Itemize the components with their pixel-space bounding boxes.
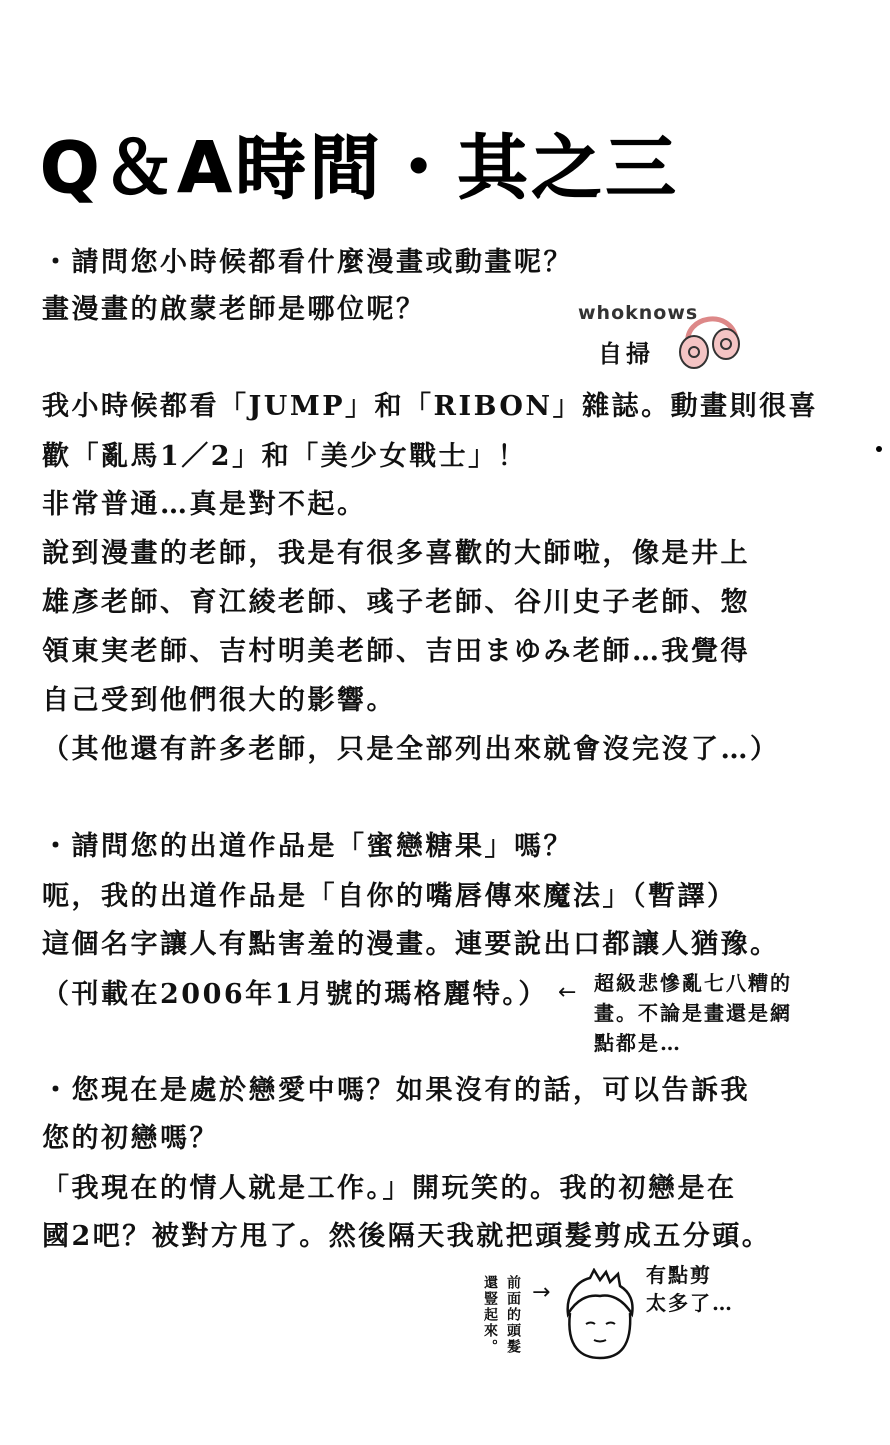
- headphones-icon: [674, 304, 746, 374]
- watermark-text: whoknows: [578, 302, 699, 324]
- speech-line-2: 太多了…: [646, 1291, 734, 1315]
- question-3a: ・您現在是處於戀愛中嗎？如果沒有的話，可以告訴我: [42, 1075, 750, 1106]
- answer-1-line-4: 說到漫畫的老師，我是有很多喜歡的大師啦，像是井上: [42, 538, 750, 569]
- answer-1-line-1: 我小時候都看「JUMP」和「RIBON」雜誌。動畫則很喜: [42, 391, 819, 422]
- side-note-line-3: 點都是…: [594, 1031, 682, 1055]
- answer-2-line-1: 呃，我的出道作品是「自你的嘴唇傳來魔法」（暫譯）: [42, 881, 737, 912]
- answer-1-line-7: 自己受到他們很大的影響。: [42, 685, 396, 716]
- answer-1-line-3: 非常普通…真是對不起。: [42, 489, 367, 520]
- answer-3-line-1: 「我現在的情人就是工作。」開玩笑的。我的初戀是在: [42, 1173, 737, 1204]
- question-3b: 您的初戀嗎？: [42, 1123, 219, 1154]
- arrow-right-icon: →: [532, 1280, 551, 1305]
- answer-1-line-2: 歡「亂馬1／2」和「美少女戰士」！: [42, 441, 528, 472]
- bottom-note-left: 還豎起來。: [482, 1275, 498, 1355]
- watermark-sub: 自掃: [598, 339, 654, 368]
- answer-1-line-8: （其他還有許多老師，只是全部列出來就會沒完沒了…）: [42, 734, 780, 765]
- answer-1-line-5: 雄彥老師、育江綾老師、彧子老師、谷川史子老師、惣: [42, 587, 750, 618]
- answer-3-line-2: 國2吧？被對方甩了。然後隔天我就把頭髮剪成五分頭。: [42, 1221, 772, 1252]
- question-1b: 畫漫畫的啟蒙老師是哪位呢？: [42, 294, 426, 325]
- answer-1-line-6: 領東実老師、吉村明美老師、吉田まゆみ老師…我覺得: [42, 636, 750, 667]
- question-2: ・請問您的出道作品是「蜜戀糖果」嗎？: [42, 831, 573, 862]
- answer-2-line-3: （刊載在2006年1月號的瑪格麗特。）: [42, 979, 548, 1010]
- side-note-line-1: 超級悲慘亂七八糟的: [594, 971, 792, 995]
- answer-2-line-2: 這個名字讓人有點害羞的漫畫。連要說出口都讓人猶豫。: [42, 929, 780, 960]
- arrow-left-icon: ←: [558, 980, 577, 1005]
- face-doodle-icon: [560, 1268, 640, 1363]
- speech-line-1: 有點剪: [646, 1263, 712, 1287]
- page-title: Q＆A時間・其之三: [40, 127, 680, 209]
- watermark: [578, 302, 699, 368]
- bottom-note-right: 前面的頭髮: [505, 1275, 521, 1355]
- edge-mark: [876, 446, 882, 452]
- question-1a: ・請問您小時候都看什麼漫畫或動畫呢？: [42, 247, 573, 278]
- side-note-line-2: 畫。不論是畫還是網: [594, 1001, 792, 1025]
